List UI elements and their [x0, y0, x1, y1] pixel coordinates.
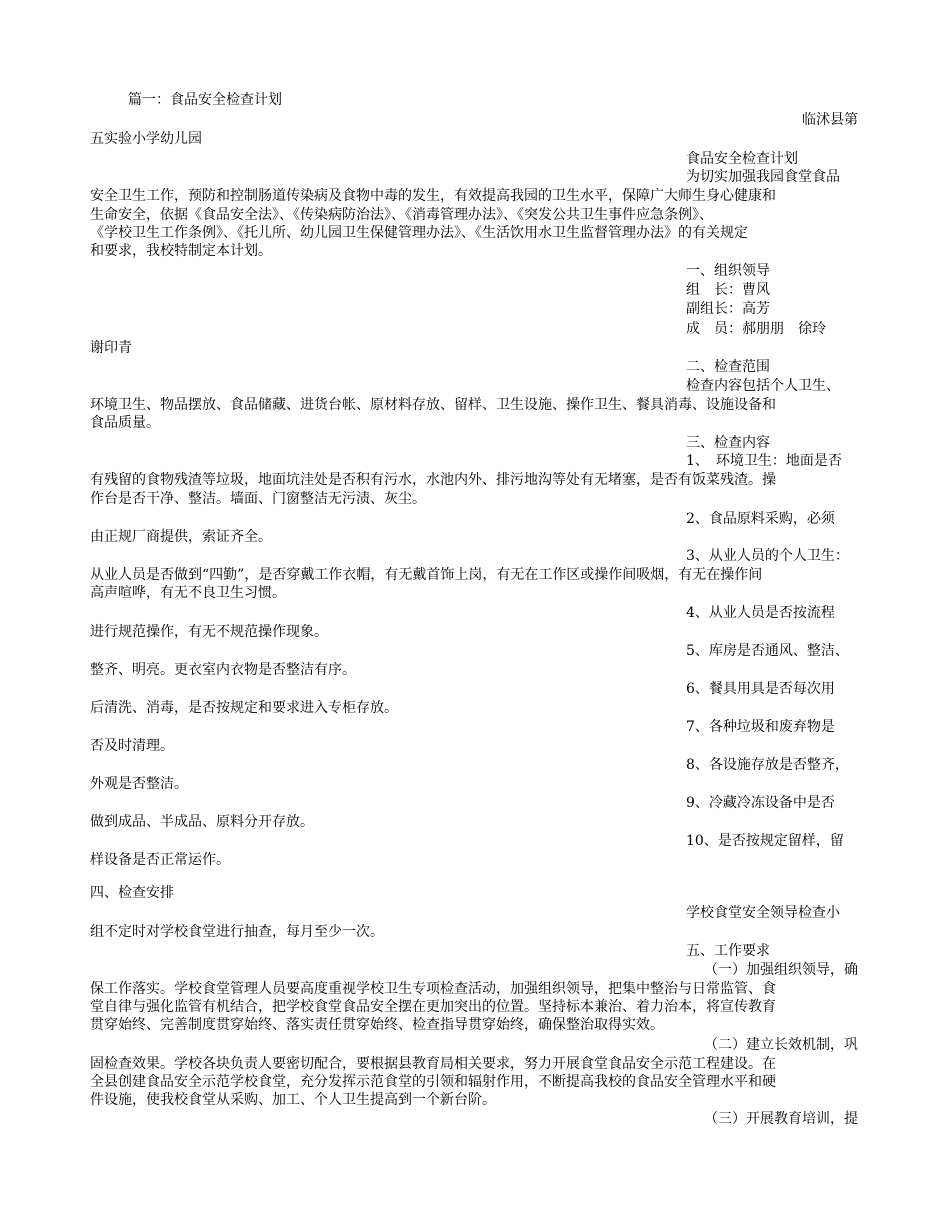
text-line: 有残留的食物残渣等垃圾，地面坑洼处是否积有污水，水池内外、排污地沟等处有无堵塞，是否有饭菜残渣。操	[90, 472, 776, 488]
text-line: 篇一：食品安全检查计划	[128, 92, 282, 108]
text-line: 4、从业人员是否按流程	[686, 605, 835, 621]
text-line: （三）开展教育培训，提	[704, 1111, 858, 1127]
text-line: 9、冷藏冷冻设备中是否	[686, 795, 835, 811]
text-line: 堂自律与强化监管有机结合，把学校食堂食品安全摆在更加突出的位置。坚持标本兼治、着力治本，将宣传教育	[90, 999, 776, 1015]
text-line: 五、工作要求	[686, 943, 770, 959]
text-line: 后清洗、消毒，是否按规定和要求进入专柜存放。	[90, 700, 398, 716]
text-line: 件设施，使我校食堂从采购、加工、个人卫生提高到一个新台阶。	[90, 1092, 496, 1108]
text-line: 三、检查内容	[686, 435, 770, 451]
text-line: 整齐、明亮。更衣室内衣物是否整洁有序。	[90, 662, 356, 678]
text-line: 和要求，我校特制定本计划。	[90, 243, 272, 259]
text-line: 进行规范操作，有无不规范操作现象。	[90, 624, 328, 640]
text-line: 贯穿始终、完善制度贯穿始终、落实责任贯穿始终、检查指导贯穿始终，确保整治取得实效。	[90, 1017, 664, 1033]
text-line: 组不定时对学校食堂进行抽查，每月至少一次。	[90, 924, 384, 940]
text-line: 成 员：郝朋朋 徐玲	[686, 321, 826, 337]
text-line: 从业人员是否做到“四勤”，是否穿戴工作衣帽，有无戴首饰上岗，有无在工作区或操作间吸烟，有无在操作间	[90, 567, 763, 583]
text-line: 五实验小学幼儿园	[90, 131, 202, 147]
text-line: 固检查效果。学校各块负责人要密切配合，要根据县教育局相关要求，努力开展食堂食品安全示范工程建设。在	[90, 1056, 776, 1072]
text-line: 由正规厂商提供，索证齐全。	[90, 529, 272, 545]
text-line: 3、从业人员的个人卫生：	[686, 548, 849, 564]
text-line: 四、检查安排	[90, 885, 174, 901]
text-line: 二、检查范围	[686, 359, 770, 375]
text-line: 10、是否按规定留样，留	[686, 833, 844, 849]
text-line: 全县创建食品安全示范学校食堂，充分发挥示范食堂的引领和辐射作用，不断提高我校的食品安全管理水平和硬	[90, 1074, 776, 1090]
text-line: 检查内容包括个人卫生、	[686, 378, 840, 394]
text-line: 外观是否整洁。	[90, 776, 188, 792]
text-line: 组 长：曹风	[686, 282, 770, 298]
text-line: 为切实加强我园食堂食品	[686, 169, 840, 185]
text-line: 临沭县第	[802, 112, 858, 128]
text-line: 6、餐具用具是否每次用	[686, 681, 835, 697]
text-line: 学校食堂安全领导检查小	[686, 905, 840, 921]
text-line: 一、组织领导	[686, 263, 770, 279]
text-line: 食品质量。	[90, 415, 160, 431]
text-line: 环境卫生、物品摆放、食品储藏、进货台帐、原材料存放、留样、卫生设施、操作卫生、餐具消毒、设施设备和	[90, 397, 776, 413]
text-line: 否及时清理。	[90, 738, 174, 754]
text-line: 2、食品原料采购，必须	[686, 511, 835, 527]
text-line: （一）加强组织领导，确	[704, 962, 858, 978]
text-line: 《学校卫生工作条例》、《托儿所、幼儿园卫生保健管理办法》、《生活饮用水卫生监督管理办法》的有关规定	[90, 225, 748, 241]
text-line: 5、库房是否通风、整洁、	[686, 643, 849, 659]
text-line: 做到成品、半成品、原料分开存放。	[90, 814, 314, 830]
text-line: 1、 环境卫生：地面是否	[686, 453, 842, 469]
text-line: 8、各设施存放是否整齐，	[686, 757, 849, 773]
text-line: 保工作落实。学校食堂管理人员要高度重视学校卫生专项检查活动，加强组织领导，把集中整治与日常监管、食	[90, 981, 776, 997]
text-line: 谢印青	[90, 340, 132, 356]
text-line: 作台是否干净、整洁。墙面、门窗整洁无污渍、灰尘。	[90, 491, 426, 507]
text-line: 安全卫生工作，预防和控制肠道传染病及食物中毒的发生，有效提高我园的卫生水平，保障广大师生身心健康和	[90, 188, 776, 204]
text-line: （二）建立长效机制，巩	[704, 1037, 858, 1053]
text-line: 7、各种垃圾和废弃物是	[686, 719, 835, 735]
text-line: 生命安全，依据《食品安全法》、《传染病防治法》、《消毒管理办法》、《突发公共卫生事件应急条例》、	[90, 207, 713, 223]
text-line: 副组长：高芳	[686, 301, 770, 317]
text-line: 食品安全检查计划	[686, 151, 798, 167]
text-line: 高声喧哗，有无不良卫生习惯。	[90, 585, 286, 601]
text-line: 样设备是否正常运作。	[90, 852, 230, 868]
